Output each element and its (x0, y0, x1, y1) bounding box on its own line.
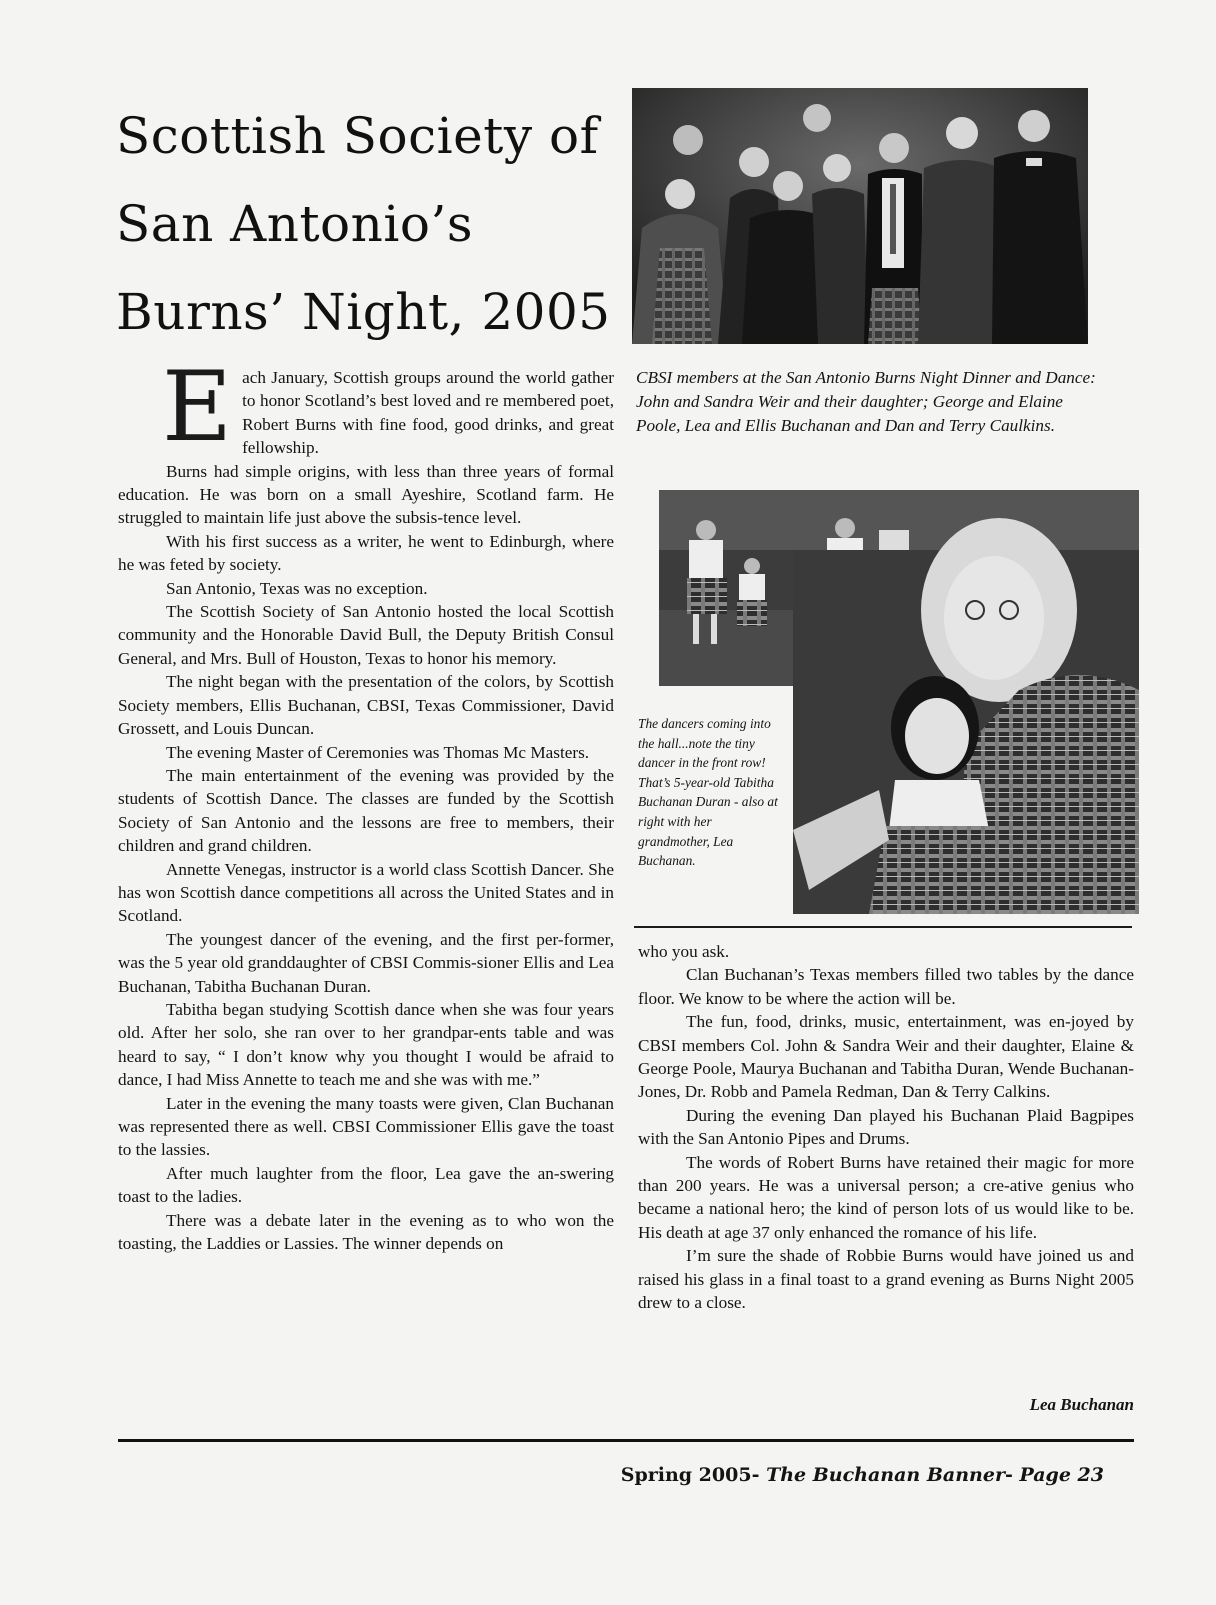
paragraph: Burns had simple origins, with less than three years of formal education. He was born on a small Ayeshire, Scotland farm. He struggled to maintain life just above the subsis-tence level. (118, 461, 614, 528)
paragraph: The night began with the presentation of the colors, by Scottish Society members, Ellis Buchanan, CBSI, Texas Commissioner, David Grossett, and Louis Duncan. (118, 672, 614, 739)
title-line-1: Scottish Society of (116, 107, 599, 165)
article-right-column (638, 940, 1134, 1315)
paragraph: I’m sure the shade of Robbie Burns would have joined us and raised his glass in a final toast to a grand evening as Burns Night 2005 drew to a close. (638, 1246, 1134, 1313)
paragraph: Tabitha began studying Scottish dance when she was four years old. After her solo, she ran over to her grandpar-ents table and was heard to say, “ I don’t know why you thought I would be afraid to dance, I had Miss Annette to teach me and she was with me.” (118, 999, 614, 1090)
paragraph: After much laughter from the floor, Lea gave the an-swering toast to the ladies. (118, 1163, 614, 1207)
column-divider-rule (634, 926, 1132, 928)
paragraph: Annette Venegas, instructor is a world class Scottish Dancer. She has won Scottish dance competitions all across the United States and in Scotland. (118, 859, 614, 926)
footer-rule (118, 1439, 1134, 1442)
paragraph: During the evening Dan played his Buchanan Plaid Bagpipes with the San Antonio Pipes and Drums. (638, 1105, 1134, 1149)
group-photo-caption: CBSI members at the San Antonio Burns Night Dinner and Dance: John and Sandra Weir and their daughter; George and Elaine Poole, Lea and Ellis Buchanan and Dan and Terry Caulkins. (636, 368, 1096, 435)
paragraph: San Antonio, Texas was no exception. (166, 578, 428, 598)
page-footer (621, 1464, 1104, 1486)
footer-season: Spring 2005- (620, 1464, 760, 1486)
first-paragraph-text: ach January, Scottish groups around the world gather to honor Scotland’s best loved and re membered poet, Robert Burns with fine food, good drinks, and great fellowship. (242, 368, 614, 458)
paragraph: The youngest dancer of the evening, and the first per-former, was the 5 year old granddaughter of CBSI Commis-sioner Ellis and Lea Buchanan, Tabitha Buchanan Duran. (118, 929, 614, 996)
footer-publication: The Buchanan Banner (766, 1464, 1005, 1486)
paragraph: Later in the evening the many toasts were given, Clan Buchanan was represented there as well. CBSI Commissioner Ellis gave the toast to the lassies. (118, 1093, 614, 1160)
article-first-paragraph (118, 351, 614, 463)
dance-photo-caption: The dancers coming into the hall...note the tiny dancer in the front row! That’s 5-year-old Tabitha Buchanan Duran - also at right with her grandmother, Lea Buchanan. (638, 714, 778, 871)
footer-separator: - (1004, 1464, 1013, 1486)
paragraph: The evening Master of Ceremonies was Thomas Mc Masters. (166, 742, 590, 762)
article-title (116, 92, 616, 356)
continuation-text: who you ask. (638, 942, 730, 961)
drop-cap: E (162, 351, 233, 463)
footer-page-number: Page 23 (1019, 1464, 1104, 1486)
title-line-2: San Antonio’s (116, 195, 474, 253)
author-byline: Lea Buchanan (1029, 1395, 1134, 1414)
paragraph: There was a debate later in the evening as to who won the toasting, the Laddies or Lassies. The winner depends on (118, 1210, 614, 1254)
paragraph: The Scottish Society of San Antonio hosted the local Scottish community and the Honorable David Bull, the Deputy British Consul General, and Mrs. Bull of Houston, Texas to honor his memory. (118, 602, 614, 668)
paragraph: The words of Robert Burns have retained their magic for more than 200 years. He was a universal person; a cre-ative genius who became a national hero; the kind of person lots of us would like to be. His death at age 37 only enhanced the romance of his life. (638, 1152, 1134, 1242)
paragraph: With his first success as a writer, he went to Edinburgh, where he was feted by society. (118, 531, 614, 575)
title-line-3: Burns’ Night, 2005 (116, 283, 611, 341)
paragraph: Clan Buchanan’s Texas members filled two tables by the dance floor. We know to be where the action will be. (638, 965, 1134, 1008)
paragraph: The fun, food, drinks, music, entertainment, was en-joyed by CBSI members Col. John & Sandra Weir and their daughter, Elaine & George Poole, Maurya Buchanan and Tabitha Duran, Wende Buchanan-Jones, Dr. Robb and Pamela Redman, Dan & Terry Calkins. (638, 1012, 1134, 1102)
group-photo (632, 88, 1088, 344)
article-left-column (118, 351, 614, 1255)
paragraph: The main entertainment of the evening was provided by the students of Scottish Dance. The classes are funded by the Scottish Society of San Antonio and the lessons are free to members, their children and grand children. (118, 765, 614, 856)
group-photo-image (632, 88, 1088, 344)
